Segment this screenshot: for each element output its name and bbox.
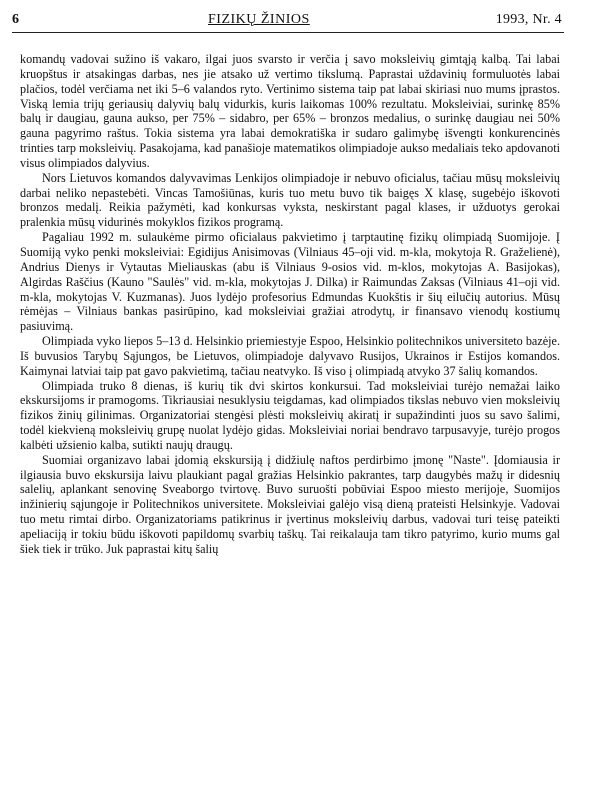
paragraph: Suomiai organizavo labai įdomią ekskursiją į didžiulę naftos perdirbimo įmonę "Naste". Įdomiausia ir ilgiausia buvo ekskursija laivu plaukiant pagal gražias Helsinkio pakrantes, tarp daugybės mažų ir didesnių salelių, aplankant senovinę Sveaborgo tvirtovę. Buvo suruošti pobūviai Espoo miesto merijoje, Suomijos inžinierių sąjungoje ir Politechnikos universitete. Moksleiviai galėjo visą dieną prateisti Helsinkyje. Vadovai tuo metu rimtai dirbo. Organizatoriams patikrinus ir įvertinus moksleivių darbus, vadovai turi teisę pateikti apeliaciją ir tokiu būdu iškovoti papildomų svarbių taškų. Tai reikalauja tam tikro patyrimo, kurio mums gal šiek tiek ir trūko. Juk paprastai kitų šalių — [20, 452, 560, 556]
journal-title: FIZIKŲ ŽINIOS — [208, 12, 310, 27]
journal-page — [12, 10, 562, 790]
header-rule — [12, 32, 564, 33]
paragraph: Olimpiada truko 8 dienas, iš kurių tik dvi skirtos konkursui. Tad moksleiviai turėjo nemažai laiko ekskursijoms ir pramogoms. Tikriausiai nesuklysiu teigdamas, kad olimpiados tikslas nebuvo vien moksleivių fizikos žinių gilinimas. Organizatoriai stengėsi plėsti moksleivių akiratį ir supažindinti juos su savo šalimi, todėl kiekvieną moksleivių grupę nuolat lydėjo gidas. Moksleiviai noriai bendravo tarpusavyje, turėjo progos kalbėti užsienio kalba, sutikti naujų draugų. — [20, 378, 560, 452]
paragraph: Olimpiada vyko liepos 5–13 d. Helsinkio priemiestyje Espoo, Helsinkio politechnikos universiteto bazėje. Iš buvusios Tarybų Sąjungos, be Lietuvos, olimpiadoje dalyvavo Rusijos, Ukrainos ir Estijos komandos. Kaimynai latviai taip pat gavo pakvietimą, tačiau neatvyko. Iš viso į olimpiadą atvyko 37 šalių komandos. — [20, 334, 560, 378]
paragraph: Nors Lietuvos komandos dalyvavimas Lenkijos olimpiadoje ir nebuvo oficialus, tačiau mūsų moksleivių darbai neliko nepastebėti. Vincas Tamošiūnas, kuris tuo metu buvo tik baigęs X klasę, sugebėjo iškovoti bronzos medalį. Reikia pažymėti, kad konkursas vyksta, neskirstant pagal klases, ir užduotys gerokai pralenkia mūsų vidurinės mokyklos fizikos programą. — [20, 170, 560, 230]
page-header — [12, 10, 562, 30]
article-body — [20, 52, 560, 557]
issue-number: 1993, Nr. 4 — [495, 12, 562, 27]
page-number: 6 — [12, 12, 19, 27]
paragraph: Pagaliau 1992 m. sulaukėme pirmo oficialaus pakvietimo į tarptautinę fizikų olimpiadą Suomijoje. Į Suomiją vyko penki moksleiviai: Egidijus Anisimovas (Vilniaus 45–oji vid. m-kla, mokytoja R. Graželienė), Andrius Dienys ir Vytautas Mieliauskas (abu iš Vilniaus 9-osios vid. m-klos, mokytojas A. Basijokas), Algirdas Raščius (Kauno "Saulės" vid. m-kla, mokytojas J. Dilka) ir Raimundas Zaksas (Vilniaus 41–oji vid. m-kla, mokytojas V. Kuzmanas). Juos lydėjo profesorius Edmundas Kuokštis ir šių eilučių autorius. Mūsų rėmėjas – Vilniaus bankas pasirūpino, kad moksleiviai gražiai atrodytų, ir finansavo vienodų kostiumų pasiuvimą. — [20, 230, 560, 334]
paragraph: komandų vadovai sužino iš vakaro, ilgai juos svarsto ir verčia į savo moksleivių gimtąją kalbą. Tai labai kruopštus ir atsakingas darbas, nes jie atsako už vertimo tikslumą. Paprastai uždavinių formuluotės labai plačios, todėl verčiama net iki 5–6 valandos ryto. Vertinimo sistema taip pat labai skiriasi nuo mums įprastos. Viską lemia trijų geriausių dalyvių balų vidurkis, kuris laikomas 100% rezultatu. Moksleiviai, surinkę 85% balų ir daugiau, gauna aukso, per 75% – sidabro, per 65% – bronzos medalius, o surinkę daugiau nei 50% gauna pagyrimo raštus. Tokia sistema yra labai demokratiška ir sudaro galimybę išvengti konkurencinės trinties tarp moksleivių. Pasakojama, kad panašioje matematikos olimpiadoje aukso medaliais teko apdovanoti visus olimpiados dalyvius. — [20, 52, 560, 170]
